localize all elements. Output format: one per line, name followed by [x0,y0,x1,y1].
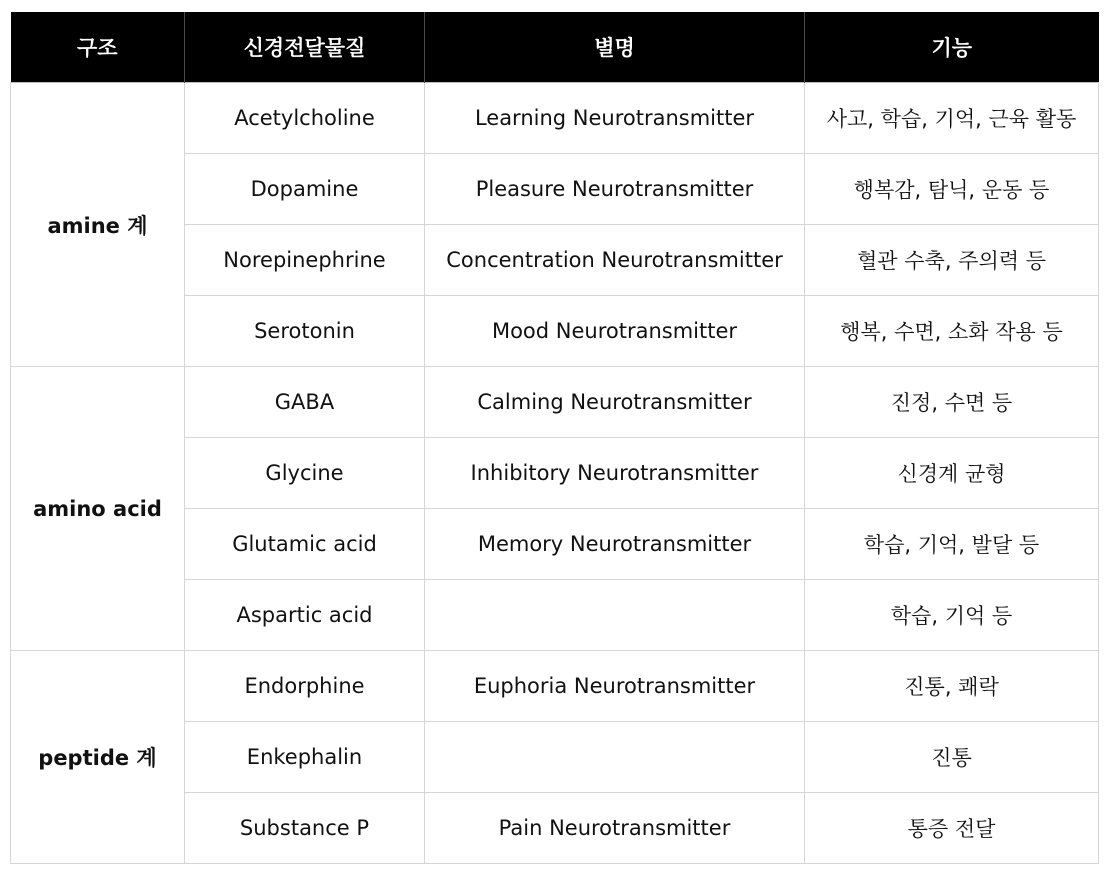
table-row [11,83,1099,154]
alias-cell: Calming Neurotransmitter [425,367,805,438]
alias-cell [425,722,805,793]
alias-cell [425,580,805,651]
alias-cell: Pain Neurotransmitter [425,793,805,864]
function-cell: 통증 전달 [805,793,1099,864]
function-cell: 학습, 기억 등 [805,580,1099,651]
header-function: 기능 [805,12,1099,83]
header-alias: 별명 [425,12,805,83]
function-cell: 사고, 학습, 기억, 근육 활동 [805,83,1099,154]
header-neurotransmitter: 신경전달물질 [185,12,425,83]
function-cell: 진통, 쾌락 [805,651,1099,722]
neurotransmitter-table [10,12,1099,864]
substance-cell: Glutamic acid [185,509,425,580]
alias-cell: Pleasure Neurotransmitter [425,154,805,225]
function-cell: 신경계 균형 [805,438,1099,509]
substance-cell: GABA [185,367,425,438]
table-header [11,12,1099,83]
alias-cell: Learning Neurotransmitter [425,83,805,154]
alias-cell: Mood Neurotransmitter [425,296,805,367]
alias-cell: Concentration Neurotransmitter [425,225,805,296]
header-structure: 구조 [11,12,185,83]
header-row [11,12,1099,83]
function-cell: 학습, 기억, 발달 등 [805,509,1099,580]
table-body [11,83,1099,864]
structure-cell-peptide: peptide 계 [11,651,185,864]
function-cell: 행복, 수면, 소화 작용 등 [805,296,1099,367]
substance-cell: Serotonin [185,296,425,367]
substance-cell: Norepinephrine [185,225,425,296]
substance-cell: Dopamine [185,154,425,225]
function-cell: 혈관 수축, 주의력 등 [805,225,1099,296]
substance-cell: Acetylcholine [185,83,425,154]
structure-cell-amine: amine 계 [11,83,185,367]
table-row [11,367,1099,438]
function-cell: 행복감, 탐닉, 운동 등 [805,154,1099,225]
substance-cell: Substance P [185,793,425,864]
function-cell: 진통 [805,722,1099,793]
substance-cell: Glycine [185,438,425,509]
substance-cell: Endorphine [185,651,425,722]
alias-cell: Memory Neurotransmitter [425,509,805,580]
alias-cell: Inhibitory Neurotransmitter [425,438,805,509]
structure-cell-amino-acid: amino acid [11,367,185,651]
substance-cell: Enkephalin [185,722,425,793]
table-row [11,651,1099,722]
substance-cell: Aspartic acid [185,580,425,651]
function-cell: 진정, 수면 등 [805,367,1099,438]
alias-cell: Euphoria Neurotransmitter [425,651,805,722]
